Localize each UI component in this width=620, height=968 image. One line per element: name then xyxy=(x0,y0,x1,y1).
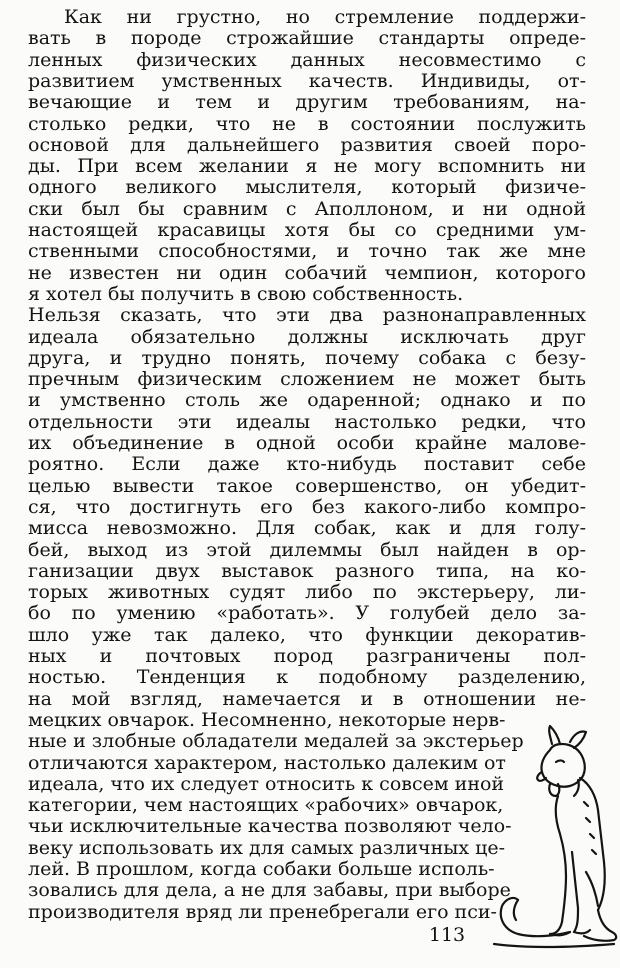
text-line: Нельзя сказать, что эти два разнонаправленных xyxy=(28,304,586,327)
text-line: ся, что достигнуть его без какого-либо компро- xyxy=(28,495,586,518)
text-line: роятно. Если даже кто-нибудь поставит себе xyxy=(28,453,586,476)
text-line: отличаются характером, настолько далеким от xyxy=(28,751,506,774)
text-line: категории, чем настоящих «рабочих» овчарок, xyxy=(28,794,504,817)
text-line: мецких овчарок. Несомненно, некоторые нерв- xyxy=(28,708,506,731)
text-line: ностью. Тенденция к подобному разделению, xyxy=(28,666,586,689)
text-line: ные и злобные обладатели медалей за экстерьер xyxy=(28,730,524,753)
text-line: ски был бы сравним с Аполлоном, и ни одной xyxy=(28,197,586,220)
text-line: производителя вряд ли пренебрегали его пси- xyxy=(28,900,497,923)
text-line: веку использовать их для самых различных це- xyxy=(28,836,505,859)
text-line: Как ни грустно, но стремление поддержи- xyxy=(64,6,586,28)
text-line: не известен ни один собачий чемпион, которого xyxy=(28,261,586,284)
text-line: чьи исключительные качества позволяют чело- xyxy=(28,815,512,838)
text-line: ды. При всем желании я не могу вспомнить ни xyxy=(28,155,586,178)
text-line: одного великого мыслителя, который физиче- xyxy=(28,176,586,199)
dog-icon xyxy=(474,722,620,954)
text-line: ственными способностями, и точно так же мне xyxy=(28,240,586,263)
text-line: зовались для дела, а не для забавы, при выборе xyxy=(28,879,511,902)
text-line: отдельности эти идеалы настолько редки, что xyxy=(28,410,586,433)
text-line: развитием умственных качеств. Индивиды, от- xyxy=(28,69,586,92)
page-number: 113 xyxy=(428,924,466,946)
text-line: идеала, что их следует относить к совсем иной xyxy=(28,772,505,795)
text-line: ленных физических данных несовместимо с xyxy=(28,48,586,71)
text-line: столько редки, что не в состоянии послужить xyxy=(28,112,586,135)
text-line: и умственно столь же одаренной; однако и по xyxy=(28,389,586,412)
text-line: шло уже так далеко, что функции декоратив- xyxy=(28,623,586,646)
text-line: друга, и трудно понять, почему собака с безу- xyxy=(28,346,586,369)
text-line: мисса невозможно. Для собак, как и для голу- xyxy=(28,517,586,540)
text-line: пречным физическим сложением не может быть xyxy=(28,368,586,391)
text-line: их объединение в одной особи крайне малове- xyxy=(28,432,586,454)
text-line: настоящей красавицы хотя бы со средними ум- xyxy=(28,219,586,241)
text-line: я хотел бы получить в свою собственность. xyxy=(28,282,464,305)
text-line: торых животных судят либо по экстерьеру, ли- xyxy=(28,581,586,604)
text-line: ных и почтовых пород разграничены пол- xyxy=(28,645,586,667)
text-line: лей. В прошлом, когда собаки больше исполь- xyxy=(28,858,495,880)
text-line: вать в породе строжайшие стандарты опреде- xyxy=(28,27,586,50)
text-line: целью вывести такое совершенство, он убедит- xyxy=(28,474,586,497)
text-line: вечающие и тем и другим требованиям, на- xyxy=(28,91,586,114)
text-line: бо по умению «работать». У голубей дело за- xyxy=(28,602,586,625)
text-line: бей, выход из этой дилеммы был найден в ор- xyxy=(28,538,586,561)
text-line: идеала обязательно должны исключать друг xyxy=(28,325,586,348)
text-line: ганизации двух выставок разного типа, на ко- xyxy=(28,559,586,582)
text-line: основой для дальнейшего развития своей поро- xyxy=(28,133,586,156)
text-line: на мой взгляд, намечается и в отношении не- xyxy=(28,687,586,710)
